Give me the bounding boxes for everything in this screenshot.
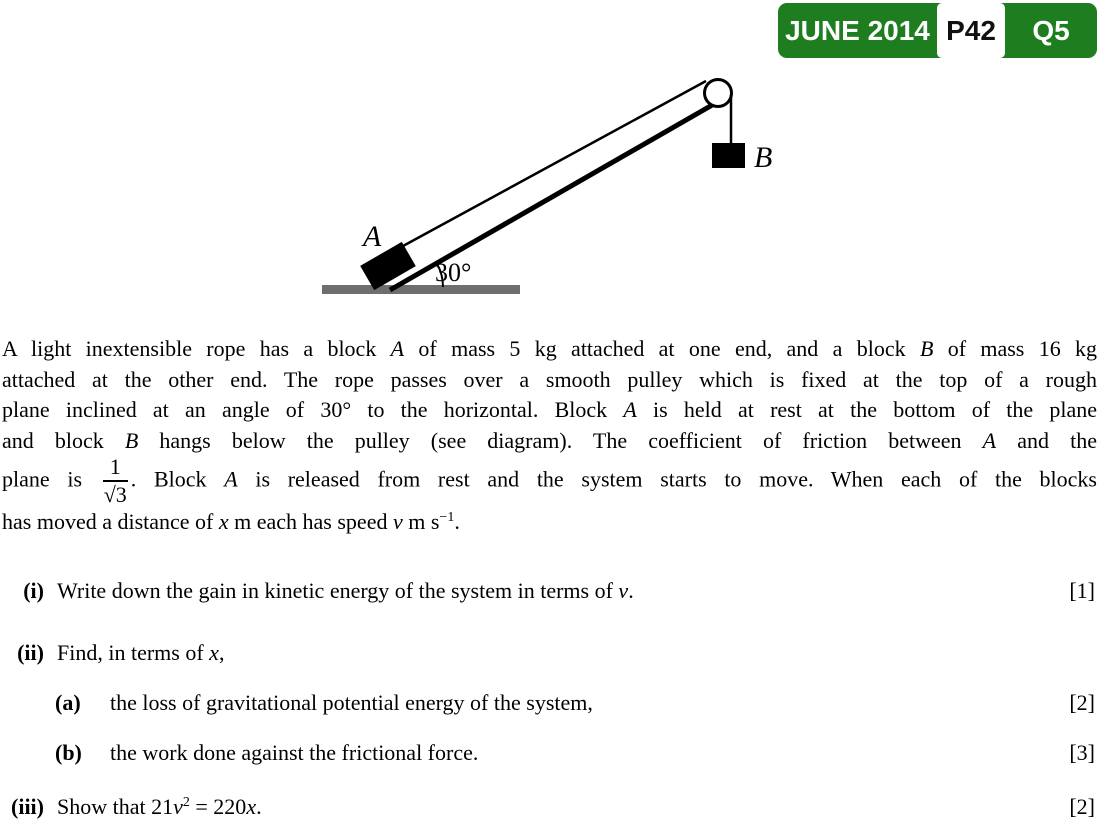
question-part-iii: [0, 793, 1095, 821]
mark-allocation: [3]: [1069, 740, 1095, 765]
part-text: Show that $21v^2 = 220x$.: [57, 794, 262, 819]
math-variable: B: [124, 427, 139, 453]
rope-incline: [392, 81, 706, 252]
ground-line: [322, 285, 520, 294]
part-label: (iii): [11, 794, 44, 819]
exam-badge: [778, 3, 1097, 58]
statement-line: and block B hangs below the pulley (see diagram). The coefficient of friction between A and the: [2, 427, 1097, 453]
mark-allocation: [2]: [1069, 690, 1095, 715]
statement-line: attached at the other end. The rope passes over a smooth pulley which is fixed at the top of a rough: [2, 366, 1097, 392]
part-label: (a): [55, 690, 81, 715]
statement-line: plane is $\frac{1}{√3}$ . Block A is released from rest and the system starts to move. When each of the blocks: [2, 454, 1097, 508]
badge-question: Q5: [1032, 14, 1070, 46]
math-variable: A: [623, 397, 637, 422]
part-label: (b): [55, 740, 82, 765]
math-variable: A: [390, 336, 405, 361]
part-text: Write down the gain in kinetic energy of the system in terms of v.: [57, 578, 634, 603]
question-part-ii-b: [55, 739, 1095, 767]
badge-paper: P42: [937, 3, 1005, 58]
fraction: $\frac{1}{√3}$: [103, 454, 127, 508]
block-b: [712, 143, 745, 168]
math-variable: v: [618, 578, 629, 603]
part-label: (ii): [17, 640, 44, 665]
pulley-icon: [705, 80, 732, 107]
block-a-label: A: [363, 220, 382, 253]
statement-line: plane inclined at an angle of 30° to the horizontal. Block A is held at rest at the bottom of the plane: [2, 397, 1097, 422]
problem-statement: [2, 334, 1097, 537]
mark-allocation: [1]: [1069, 578, 1095, 603]
math-variable: A: [982, 427, 997, 453]
math-variable: v: [173, 794, 183, 819]
part-label: (i): [23, 578, 44, 603]
block-b-label: B: [754, 141, 773, 174]
question-part-i: [0, 577, 1095, 605]
superscript: −1: [439, 510, 455, 526]
math-variable: x: [218, 508, 229, 534]
badge-session: JUNE 2014: [785, 14, 930, 46]
math-variable: B: [919, 336, 934, 361]
math-variable: x: [209, 640, 219, 665]
question-part-ii: [0, 639, 1095, 667]
statement-line: has moved a distance of x m each has speed v m $s^{-1}$.: [2, 508, 460, 534]
part-text: the work done against the frictional force.: [110, 740, 479, 765]
mark-allocation: [2]: [1069, 794, 1095, 819]
superscript: 2: [182, 795, 190, 811]
math-variable: v: [392, 508, 403, 534]
part-text: Find, in terms of x,: [57, 640, 225, 665]
statement-line: A light inextensible rope has a block A of mass 5 kg attached at one end, and a block B of mass 16 kg: [2, 336, 1098, 361]
math-variable: A: [224, 466, 238, 492]
question-part-ii-a: [55, 689, 1095, 717]
math-variable: x: [246, 794, 257, 819]
part-text: the loss of gravitational potential energy of the system,: [110, 690, 593, 715]
angle-label: 30°: [435, 258, 472, 287]
